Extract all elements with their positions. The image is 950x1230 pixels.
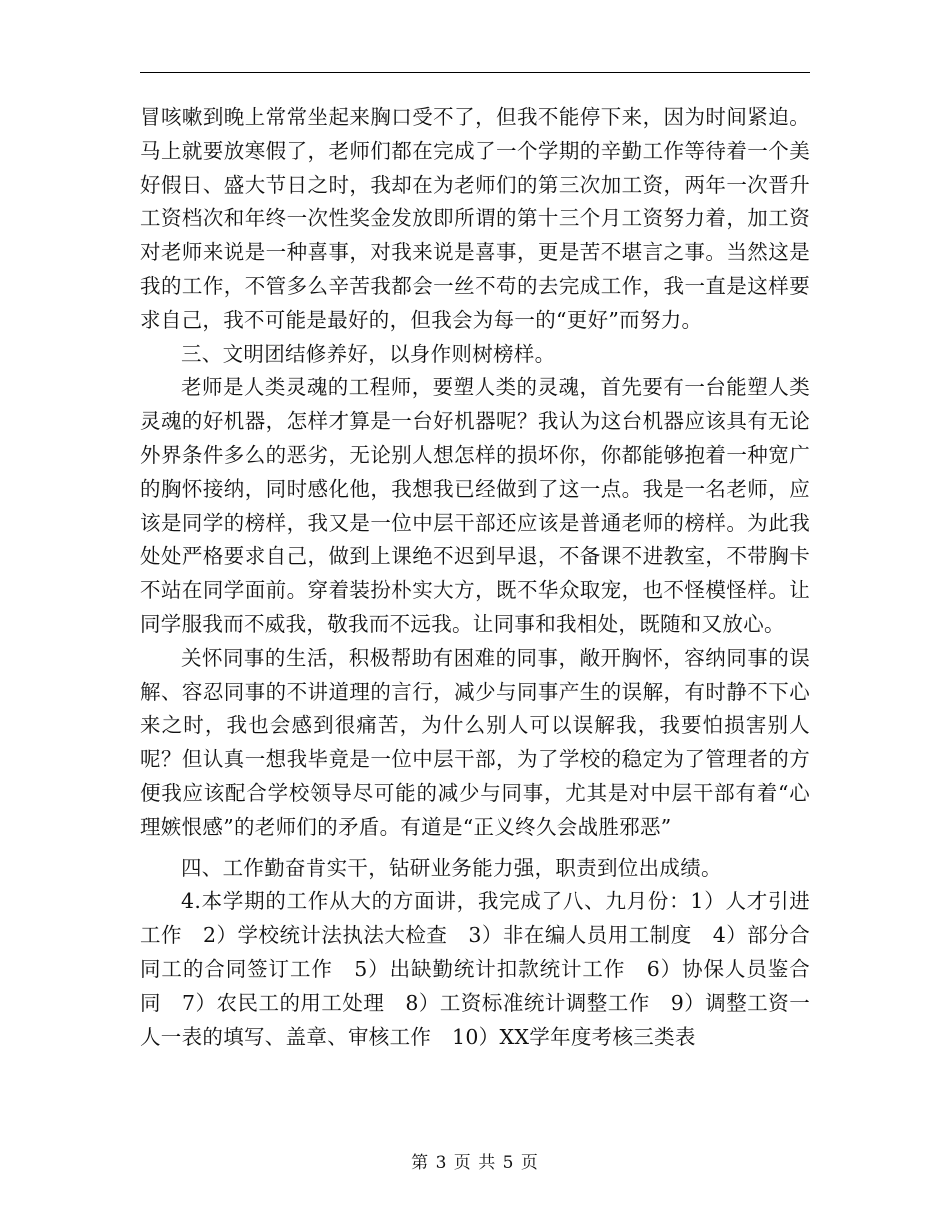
paragraph-caring-colleagues: 关怀同事的生活，积极帮助有困难的同事，敞开胸怀，容纳同事的误解、容忍同事的不讲道理的言行，减少与同事产生的误解，有时静不下心来之时，我也会感到很痛苦，为什么别人可以误解我，我要怕损害别人呢？但认真一想我毕竟是一位中层干部，为了学校的稳定为了管理者的方便我应该配合学校领导尽可能的减少与同事，尤其是对中层干部有着“心理嫉恨感”的老师们的矛盾。有道是“正义终久会战胜邪恶” bbox=[140, 645, 810, 839]
page-number-footer: 第 3 页 共 5 页 bbox=[411, 1153, 539, 1173]
paragraph-teacher-role-model: 老师是人类灵魂的工程师，要塑人类的灵魂，首先要有一台能塑人类灵魂的好机器，怎样才算是一台好机器呢？我认为这台机器应该具有无论外界条件多么的恶劣，无论别人想怎样的损坏你，你都能够抱着一种宽广的胸怀接纳，同时感化他，我想我已经做到了这一点。我是一名老师，应该是同学的榜样，我又是一位中层干部还应该是普通老师的榜样。为此我处处严格要求自己，做到上课绝不迟到早退，不备课不进教室，不带胸卡不站在同学面前。穿着装扮朴实大方，既不华众取宠，也不怪模怪样。让同学服我而不威我，敬我而不远我。让同事和我相处，既随和又放心。 bbox=[140, 375, 810, 636]
section-heading-three: 三、文明团结修养好，以身作则树榜样。 bbox=[181, 341, 556, 366]
paragraph-semester-work-list: 4.本学期的工作从大的方面讲，我完成了八、九月份：1）人才引进工作 2）学校统计法执法大检查 3）非在编人员用工制度 4）部分合同工的合同签订工作 5）出缺勤统计扣款统计工作 6）协保人员鉴合同 7）农民工的用工处理 8）工资标准统计调整工作 9）调整工资一人一表的填写、盖章、审核工作 10）XX学年度考核三类表 bbox=[140, 889, 810, 1049]
document-body bbox=[140, 101, 810, 1054]
paragraph-continued: 冒咳嗽到晚上常常坐起来胸口受不了，但我不能停下来，因为时间紧迫。马上就要放寒假了，老师们都在完成了一个学期的辛勤工作等待着一个美好假日、盛大节日之时，我却在为老师们的第三次加工资，两年一次晋升工资档次和年终一次性奖金发放即所谓的第十三个月工资努力着，加工资对老师来说是一种喜事，对我来说是喜事，更是苦不堪言之事。当然这是我的工作，不管多么辛苦我都会一丝不苟的去完成工作，我一直是这样要求自己，我不可能是最好的，但我会为每一的“更好”而努力。 bbox=[140, 105, 810, 332]
section-heading-four: 四、工作勤奋肯实干，钻研业务能力强，职责到位出成绩。 bbox=[181, 855, 722, 880]
header-rule bbox=[140, 72, 810, 73]
